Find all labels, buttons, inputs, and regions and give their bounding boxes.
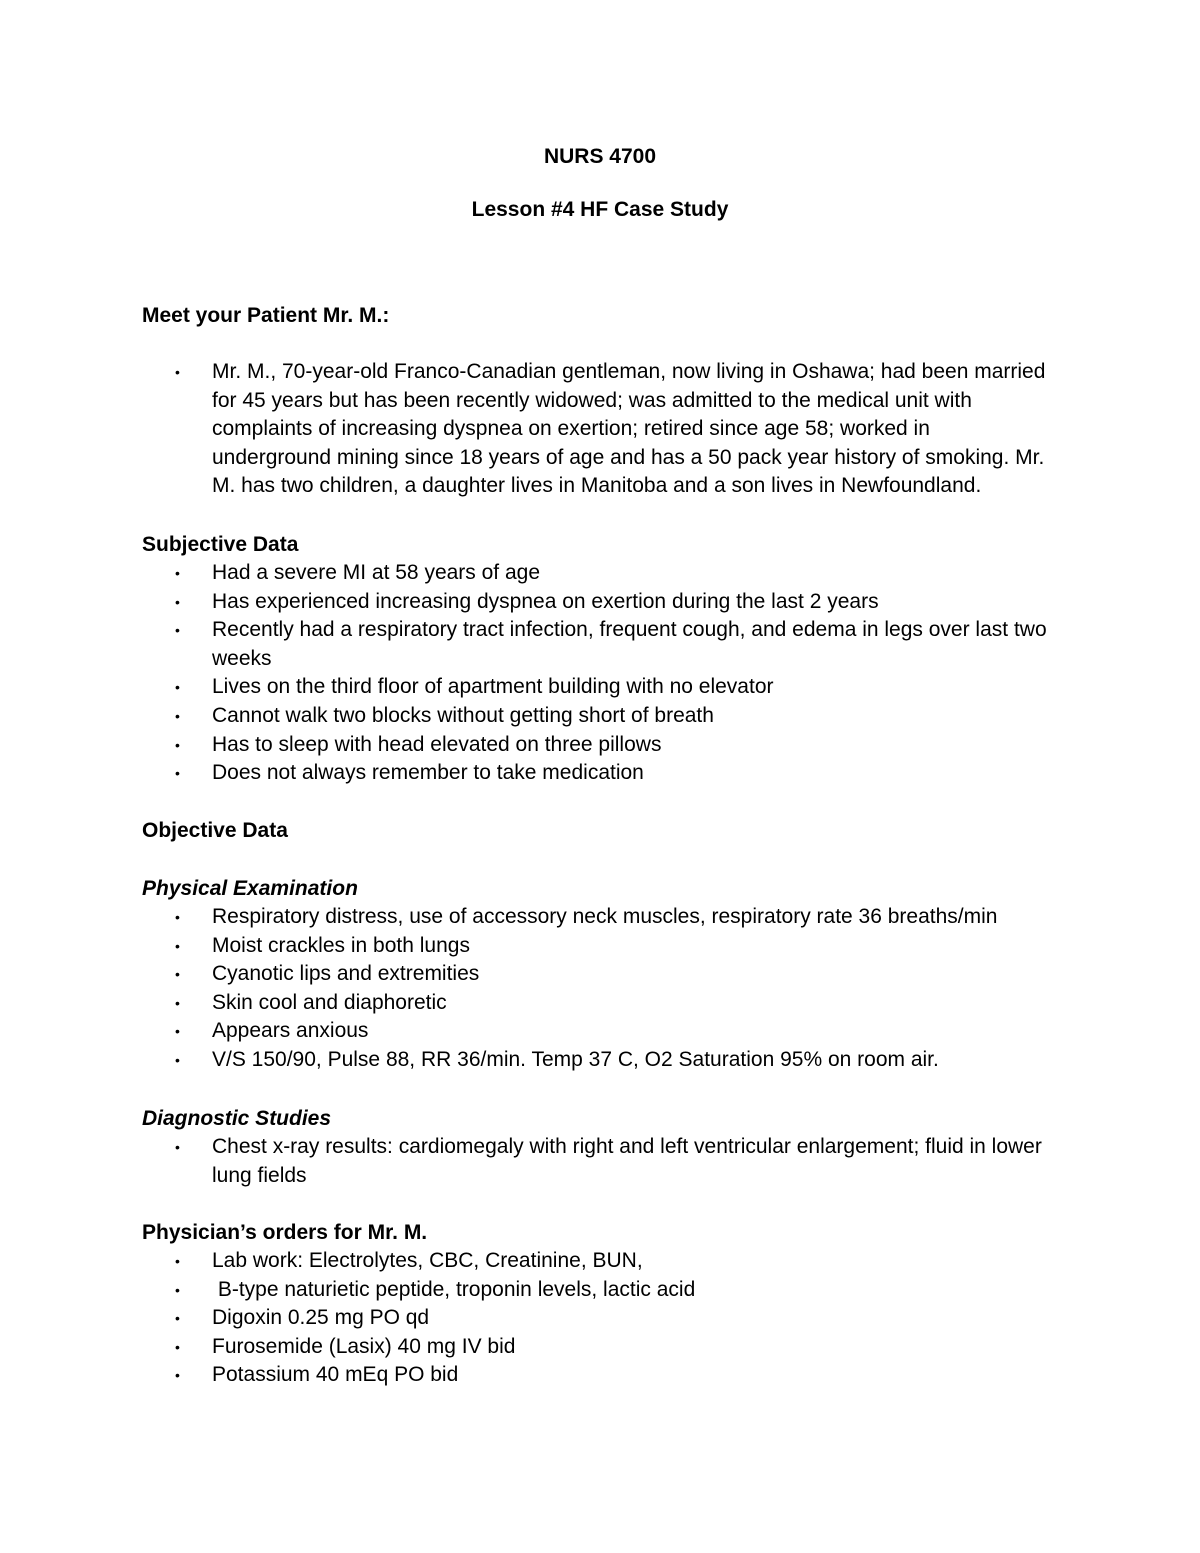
list-item-text: Does not always remember to take medication — [212, 761, 644, 785]
list-item — [0, 989, 1052, 1018]
list-item — [0, 1276, 1052, 1305]
list-item-text: Chest x-ray results: cardiomegaly with right and left ventricular enlargement; fluid in lower lung fields — [212, 1135, 1042, 1187]
diagnostic-studies-heading: Diagnostic Studies — [142, 1107, 332, 1130]
list-item-text: V/S 150/90, Pulse 88, RR 36/min. Temp 37 C, O2 Saturation 95% on room air. — [212, 1047, 939, 1071]
bullet-marker: • — [175, 565, 180, 581]
meet-patient-list — [0, 358, 1052, 501]
bullet-marker: • — [175, 1253, 180, 1269]
physician-orders-heading: Physician’s orders for Mr. M. — [142, 1221, 428, 1244]
list-item-text: Lab work: Electrolytes, CBC, Creatinine, BUN, — [212, 1249, 643, 1272]
list-item — [0, 559, 1052, 588]
bullet-marker: • — [175, 1281, 180, 1298]
bullet-marker: • — [175, 622, 180, 639]
list-item-text: Digoxin 0.25 mg PO qd — [212, 1306, 430, 1330]
list-item-text: Has experienced increasing dyspnea on exertion during the last 2 years — [212, 589, 879, 613]
objective-data-heading: Objective Data — [142, 819, 288, 842]
list-item-text: Lives on the third floor of apartment building with no elevator — [212, 675, 774, 699]
bullet-marker: • — [175, 966, 180, 983]
course-code: NURS 4700 — [543, 145, 657, 168]
list-item — [0, 616, 1052, 673]
list-item-text: Furosemide (Lasix) 40 mg IV bid — [212, 1334, 516, 1358]
subjective-data-list — [0, 559, 1052, 788]
list-item — [0, 903, 1052, 932]
meet-patient-heading: Meet your Patient Mr. M.: — [142, 304, 390, 327]
bullet-marker: • — [175, 909, 180, 925]
diagnostic-studies-list — [0, 1133, 1052, 1190]
list-item-text: Has to sleep with head elevated on three pillows — [212, 732, 662, 756]
bullet-marker: • — [175, 364, 180, 380]
list-item — [0, 1361, 1052, 1390]
list-item — [0, 1333, 1052, 1362]
list-item — [0, 1304, 1052, 1333]
list-item-text: Mr. M., 70-year-old Franco-Canadian gentleman, now living in Oshawa; had been married for 45 years but has been recently widowed; was admitted to the medical unit with complaints of increasing dyspnea on exertion; retired since age 58; worked in underground mining since 18 years of age and has a 50 pack year history of smoking. Mr. M. has two children, a daughter lives in Manitoba and a son lives in Newfoundland. — [212, 360, 1046, 498]
list-item — [0, 759, 1052, 788]
bullet-marker: • — [175, 1051, 180, 1068]
bullet-marker: • — [175, 1023, 180, 1040]
list-item — [0, 673, 1052, 702]
bullet-marker: • — [175, 593, 180, 610]
list-item-text: Skin cool and diaphoretic — [212, 990, 447, 1014]
physical-examination-list — [0, 903, 1052, 1075]
list-item-text: B-type naturietic peptide, troponin levels, lactic acid — [212, 1277, 696, 1301]
list-item-text: Moist crackles in both lungs — [212, 933, 470, 957]
list-item — [0, 932, 1052, 961]
list-item — [0, 1017, 1052, 1046]
bullet-marker: • — [175, 707, 180, 724]
list-item — [0, 960, 1052, 989]
bullet-marker: • — [175, 1139, 180, 1155]
list-item — [0, 358, 1052, 501]
bullet-marker: • — [175, 736, 180, 753]
list-item — [0, 588, 1052, 617]
bullet-marker: • — [175, 679, 180, 696]
bullet-marker: • — [175, 1338, 180, 1355]
list-item — [0, 1247, 1052, 1276]
lesson-title: Lesson #4 HF Case Study — [471, 198, 729, 221]
list-item — [0, 702, 1052, 731]
list-item-text: Cyanotic lips and extremities — [212, 962, 480, 986]
subjective-data-heading: Subjective Data — [142, 533, 299, 556]
physician-orders-list — [0, 1247, 1052, 1390]
list-item — [0, 731, 1052, 760]
bullet-marker: • — [175, 765, 180, 782]
list-item-text: Potassium 40 mEq PO bid — [212, 1363, 459, 1387]
list-item-text: Had a severe MI at 58 years of age — [212, 561, 541, 584]
list-item-text: Recently had a respiratory tract infection, frequent cough, and edema in legs over last two weeks — [212, 618, 1047, 670]
list-item — [0, 1046, 1052, 1075]
bullet-marker: • — [175, 937, 180, 954]
list-item — [0, 1133, 1052, 1190]
physical-examination-heading: Physical Examination — [142, 877, 358, 900]
list-item-text: Cannot walk two blocks without getting short of breath — [212, 703, 714, 727]
bullet-marker: • — [175, 1367, 180, 1384]
list-item-text: Appears anxious — [212, 1019, 369, 1043]
bullet-marker: • — [175, 994, 180, 1011]
bullet-marker: • — [175, 1310, 180, 1327]
list-item-text: Respiratory distress, use of accessory neck muscles, respiratory rate 36 breaths/min — [212, 905, 998, 928]
